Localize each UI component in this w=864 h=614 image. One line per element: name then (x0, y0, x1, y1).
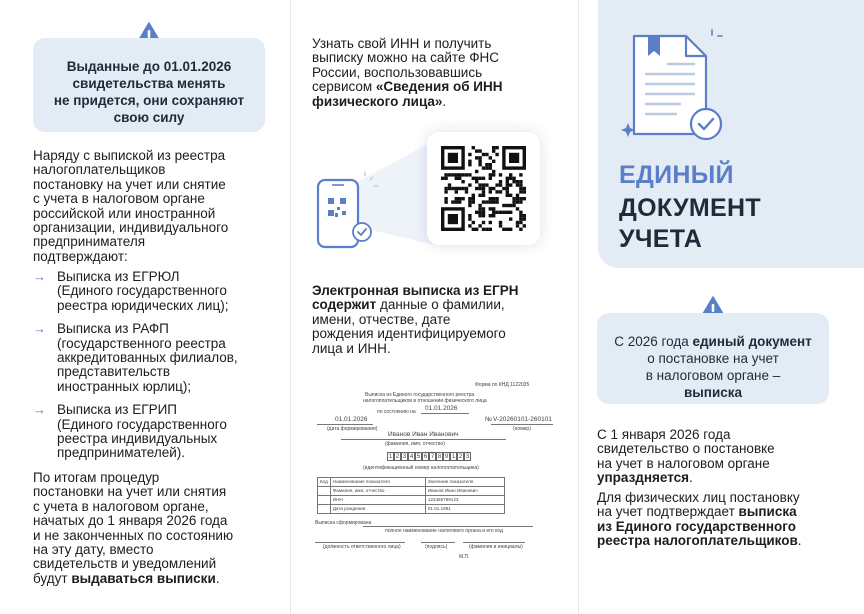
outro-paragraph (33, 471, 283, 586)
text-run-bold: единый документ (692, 334, 812, 349)
inn-digit: 2 (395, 454, 400, 460)
text-line (597, 471, 832, 485)
underline (341, 439, 506, 440)
text-line: Для физических лиц постановку (597, 490, 800, 505)
service-name: «Сведения об ИНН (375, 79, 503, 95)
callout-line: о постановке на учет (647, 351, 779, 366)
sample-extract-document (313, 376, 558, 566)
list-item (33, 403, 273, 461)
text-line: российской или иностранной (33, 205, 216, 221)
text-line: начатых до 1 января 2026 года (33, 513, 228, 529)
text-line (33, 572, 283, 586)
list-item-line: (Единого государственного (57, 283, 227, 299)
text-line (312, 80, 542, 94)
table-cell: 123456789123 (425, 496, 504, 505)
fold-line-left (290, 0, 291, 614)
inn-digit: 7 (430, 454, 435, 460)
list-item (33, 270, 273, 313)
caption: (фамилия, имя, отчество) (385, 441, 445, 447)
text-line: имени, отчестве, дате (312, 311, 451, 327)
caption: (идентификационный номер налогоплательщика) (363, 465, 479, 471)
document-check-icon (618, 26, 728, 146)
text-run: . (689, 470, 693, 486)
egrn-paragraph (312, 284, 542, 356)
date-formed: 01.01.2026 (335, 416, 368, 423)
single-document-callout (597, 313, 829, 404)
text-run-bold: упраздняется (597, 470, 690, 486)
caption: (дата формирования) (327, 426, 378, 432)
text-run: . (442, 93, 447, 109)
abolition-paragraph (597, 428, 832, 486)
inn-digit: 3 (402, 454, 407, 460)
extract-heading: Выписка из Единого государственного реестра (365, 392, 475, 398)
list-item-line: реестра индивидуальных (57, 431, 218, 447)
arrow-right-icon: → (33, 402, 46, 418)
caption: полное наименование налогового органа и его код (385, 528, 503, 534)
text-line: постановки на учет или снятия (33, 484, 227, 500)
inn-digit: 3 (465, 454, 470, 460)
callout-line: не придется, они сохраняют (53, 93, 245, 108)
text-run: на учет подтверждает (597, 504, 739, 520)
text-run-bold: из Единого государственного (597, 518, 796, 534)
arrow-right-icon: → (33, 269, 46, 284)
text-line: предпринимателя (33, 234, 146, 250)
underline (315, 542, 405, 543)
text-line (312, 298, 542, 312)
as-of-label: по состоянию на (377, 409, 416, 415)
table-header-row (318, 478, 505, 487)
service-name: физического лица» (312, 93, 443, 109)
list-item-line: представительств (57, 364, 171, 380)
callout-line (597, 384, 829, 401)
text-line: выписку можно на сайте ФНС (312, 50, 499, 66)
caption: (номер) (513, 426, 531, 432)
old-certificates-callout (33, 38, 265, 132)
text-run: С 2026 года (614, 334, 693, 349)
table-cell (318, 487, 331, 496)
text-run-bold: реестра налогоплательщиков (597, 533, 798, 549)
text-line (597, 505, 837, 519)
underline (363, 526, 533, 527)
text-line: Узнать свой ИНН и получить (312, 36, 492, 51)
text-line: организации, индивидуального (33, 220, 229, 236)
arrow-right-icon: → (33, 321, 46, 337)
list-item-line: аккредитованных филиалов, (57, 350, 238, 366)
list-item (33, 322, 273, 394)
text-line: рождения идентифицируемого (312, 326, 506, 342)
list-item-line: реестра юридических лиц); (57, 297, 229, 313)
qr-card (427, 132, 540, 245)
qr-code-icon (441, 146, 526, 231)
text-line: Наряду с выпиской из реестра (33, 148, 226, 163)
caption: (подпись) (425, 544, 448, 550)
text-line: постановку на учет или снятие (33, 176, 226, 192)
sign-x: № (485, 416, 492, 423)
table-header: Значение показателя (425, 478, 504, 487)
inn-digit: 2 (458, 454, 463, 460)
caption: (должность ответственного лица) (323, 544, 401, 550)
as-of-date: 01.01.2026 (425, 405, 458, 412)
list-item-line: (Единого государственного (57, 416, 227, 432)
extract-number: V-20260101-260101 (493, 416, 552, 423)
intro-paragraph (33, 149, 268, 264)
individuals-paragraph (597, 491, 837, 549)
text-line: России, воспользовавшись (312, 64, 483, 80)
text-line: лица и ИНН. (312, 340, 391, 356)
inn-digit: 8 (437, 454, 442, 460)
inn-digit: 9 (444, 454, 449, 460)
formed-by-label: Выписка сформирована (315, 520, 372, 526)
text-line (597, 534, 837, 548)
text-run: сервисом (312, 79, 376, 95)
phone-qr-icon (310, 140, 435, 255)
inn-service-paragraph (312, 37, 542, 109)
list-item-line: предпринимателей). (57, 445, 186, 461)
inn-digit: 6 (423, 454, 428, 460)
list-item-line: Выписка из ЕГРЮЛ (57, 269, 180, 284)
table-cell: 01.01.1981 (425, 505, 504, 514)
table-cell: Иванов Иван Иванович (425, 487, 504, 496)
callout-line: Выданные до 01.01.2026 (66, 59, 232, 74)
text-line: с учета в налоговом органе, (33, 498, 209, 514)
title-line-2: ДОКУМЕНТ (619, 194, 761, 222)
extract-table (317, 477, 505, 514)
table-cell (318, 505, 331, 514)
underline (421, 413, 469, 414)
person-name: Иванов Иван Иванович (388, 431, 459, 438)
table-header: Код (318, 478, 331, 487)
stamp-place: М.П. (459, 554, 470, 560)
inn-digit: 4 (409, 454, 414, 460)
extract-list (33, 270, 273, 470)
list-item-line: (государственного реестра (57, 335, 226, 351)
extract-heading: налогоплательщиков в отношении физического лица (363, 398, 487, 404)
text-line: на учет в налоговом органе (597, 455, 770, 471)
table-row (318, 505, 505, 514)
caption: (фамилия и инициалы) (469, 544, 523, 550)
fold-line-right (578, 0, 579, 614)
callout-line (597, 333, 829, 350)
list-item-line: Выписка из ЕГРИП (57, 402, 177, 418)
text-line: свидетельств и уведомлений (33, 556, 217, 572)
text-line: подтверждают: (33, 248, 128, 264)
text-line: на эту дату, вместо (33, 542, 154, 558)
title-line-1: ЕДИНЫЙ (619, 161, 734, 189)
callout-line: свидетельства менять (72, 76, 226, 91)
text-run-bold: содержит (312, 297, 377, 313)
table-cell: Дата рождения (330, 505, 425, 514)
table-row (318, 487, 505, 496)
text-run: . (215, 570, 220, 586)
table-row (318, 496, 505, 505)
text-run: будут (33, 570, 72, 586)
text-line: По итогам процедур (33, 470, 160, 485)
text-line: и не законченных по состоянию (33, 527, 234, 543)
text-run-bold: выписка (738, 504, 797, 520)
table-cell: ИНН (330, 496, 425, 505)
text-line: с учета в налоговом органе (33, 191, 205, 207)
form-code: Форма по КНД 1122035 (475, 382, 530, 388)
text-run-bold: выписка (683, 385, 743, 400)
inn-digit: 1 (451, 454, 456, 460)
text-line: свидетельство о постановке (597, 441, 775, 457)
callout-line: свою силу (113, 110, 185, 125)
list-item-line: иностранных юрлиц); (57, 378, 192, 394)
text-run: . (797, 533, 802, 549)
text-run-bold: выдаваться выписки (71, 570, 216, 586)
table-cell: Фамилия, имя, отчество (330, 487, 425, 496)
title-line-3: УЧЕТА (619, 225, 703, 253)
text-line (597, 520, 837, 534)
text-line: С 1 января 2026 года (597, 427, 731, 442)
callout-line: в налоговом органе – (645, 368, 781, 383)
table-cell (318, 496, 331, 505)
table-header: Наименование показателя (330, 478, 425, 487)
inn-digit: 5 (416, 454, 421, 460)
inn-digit-boxes (387, 452, 471, 461)
text-line: налогоплательщиков (33, 162, 166, 178)
underline (463, 542, 525, 543)
underline (421, 542, 455, 543)
text-line (312, 284, 542, 298)
underline (317, 424, 373, 425)
text-run: данные о фамилии, (376, 297, 505, 313)
text-run-bold: Электронная выписка из ЕГРН (312, 283, 519, 298)
list-item-line: Выписка из РАФП (57, 321, 169, 337)
text-line (312, 95, 542, 109)
underline (491, 424, 553, 425)
inn-digit: 1 (388, 454, 393, 460)
